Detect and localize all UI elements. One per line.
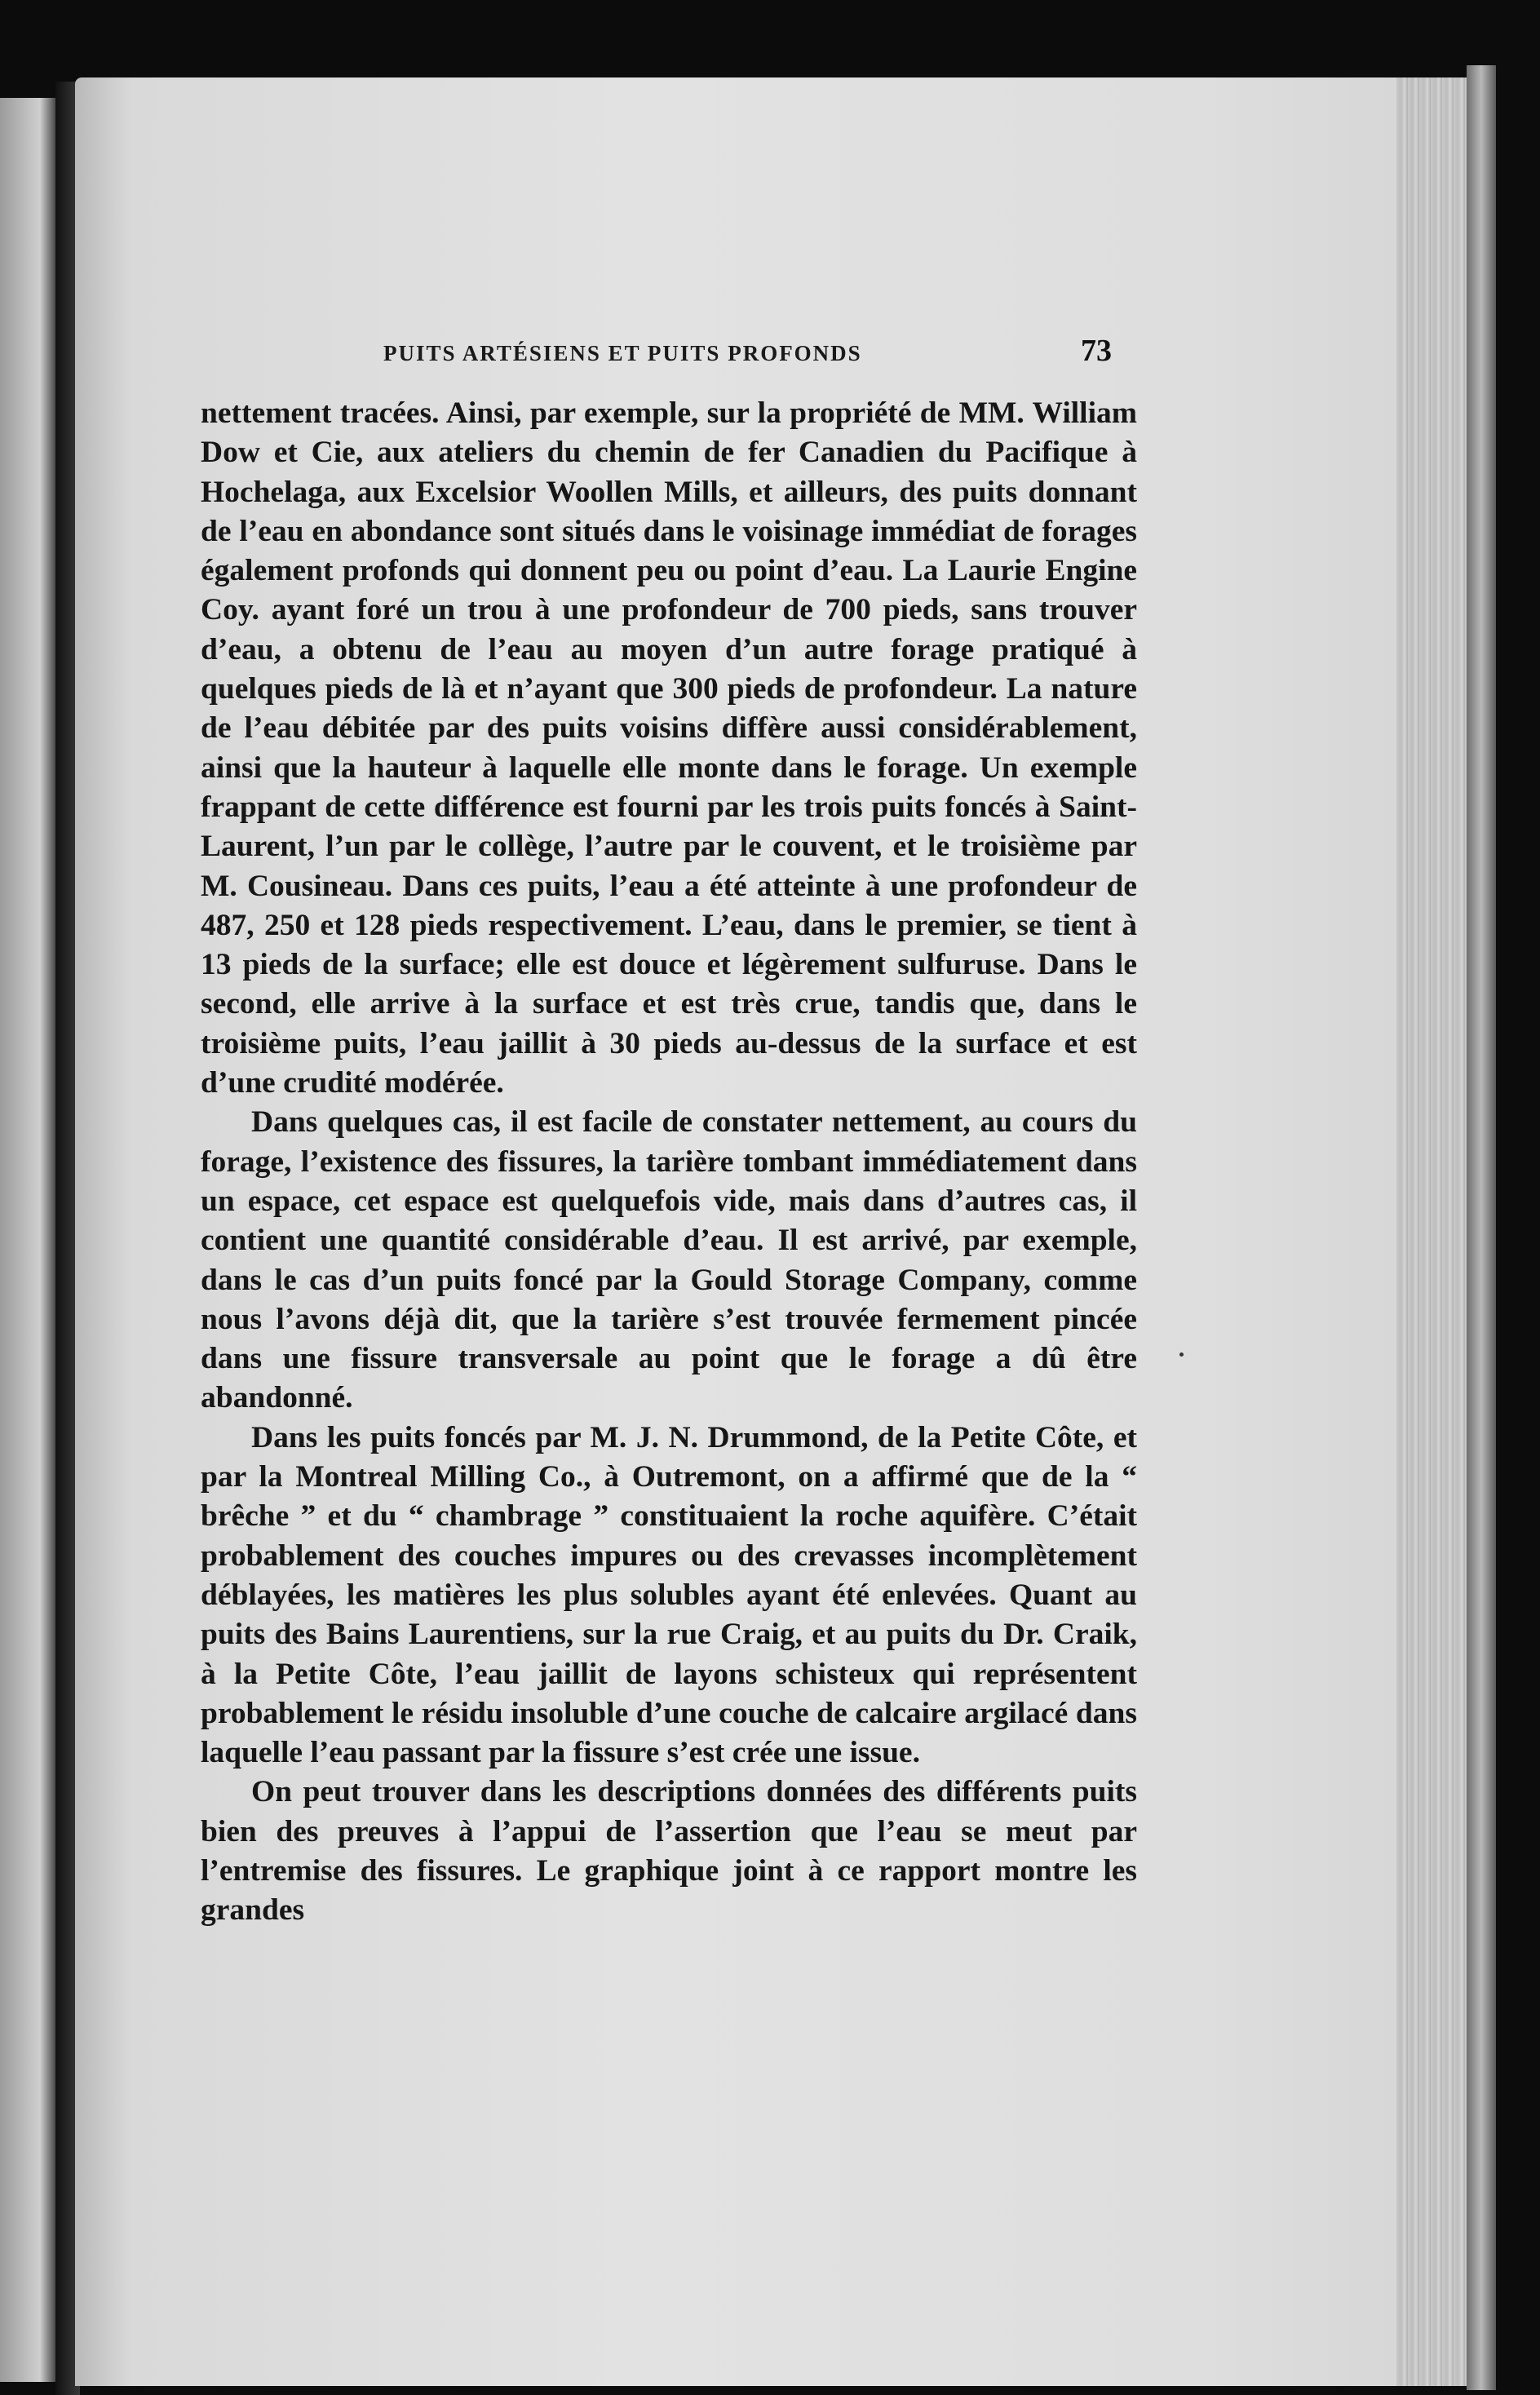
facing-page-edge [0, 98, 57, 2382]
ink-speck [1179, 1352, 1184, 1357]
running-header: PUITS ARTÉSIENS ET PUITS PROFONDS [383, 341, 862, 365]
book-fore-edge [1467, 65, 1496, 2390]
paragraph-3: Dans les puits foncés par M. J. N. Drummond, de la Petite Côte, et par la Montreal Milling Co., à Outremont, on a affirmé que de la “ brêche ” et du “ chambrage ” constituaient la roche aquifère. C’était probablement des couches impures ou des crevasses incomplètement déblayées, les matières les plus solubles ayant été enlevées. Quant au puits des Bains Laurentiens, sur la rue Craig, et au puits du Dr. Craik, à la Petite Côte, l’eau jaillit de layons schisteux qui représentent probablement le résidu insoluble d’une couche de calcaire argilacé dans laquelle l’eau passant par la fissure s’est crée une issue. [201, 1420, 1137, 1770]
page-body [201, 394, 1137, 1931]
page-stack-edge [1396, 77, 1478, 2386]
page-number: 73 [1081, 334, 1112, 368]
paragraph-1: nettement tracées. Ainsi, par exemple, sur la propriété de MM. William Dow et Cie, aux ateliers du chemin de fer Canadien du Pacifique à Hochelaga, aux Excelsior Woollen Mills, et ailleurs, des puits donnant de l’eau en abondance sont situés dans le voisinage immédiat de forages également profonds qui donnent peu ou point d’eau. La Laurie Engine Coy. ayant foré un trou à une profondeur de 700 pieds, sans trouver d’eau, a obtenu de l’eau au moyen d’un autre forage pratiqué à quelques pieds de là et n’ayant que 300 pieds de profondeur. La nature de l’eau débitée par des puits voisins diffère aussi considérablement, ainsi que la hauteur à laquelle elle monte dans le forage. Un exemple frappant de cette différence est fourni par les trois puits foncés à Saint-Laurent, l’un par le collège, l’autre par le couvent, et le troisième par M. Cousineau. Dans ces puits, l’eau a été atteinte à une profondeur de 487, 250 et 128 pieds respectivement. L’eau, dans le premier, se tient à 13 pieds de la surface; elle est douce et légèrement sulfuruse. Dans le second, elle arrive à la surface et est très crue, tandis que, dans le troisième puits, l’eau jaillit à 30 pieds au-dessus de la surface et est d’une crudité modérée. [201, 396, 1137, 1100]
paragraph-2: Dans quelques cas, il est facile de constater nettement, au cours du forage, l’existence des fissures, la tarière tombant immédiatement dans un espace, cet espace est quelquefois vide, mais dans d’autres cas, il contient une quantité considérable d’eau. Il est arrivé, par exemple, dans le cas d’un puits foncé par la Gould Storage Company, comme nous l’avons déjà dit, que la tarière s’est trouvée fermement pincée dans une fissure transversale au point que le forage a dû être abandonné. [201, 1105, 1137, 1415]
paragraph-4: On peut trouver dans les descriptions données des différents puits bien des preuves à l’appui de l’assertion que l’eau se meut par l’entremise des fissures. Le graphique joint à ce rapport montre les grandes [201, 1775, 1137, 1928]
